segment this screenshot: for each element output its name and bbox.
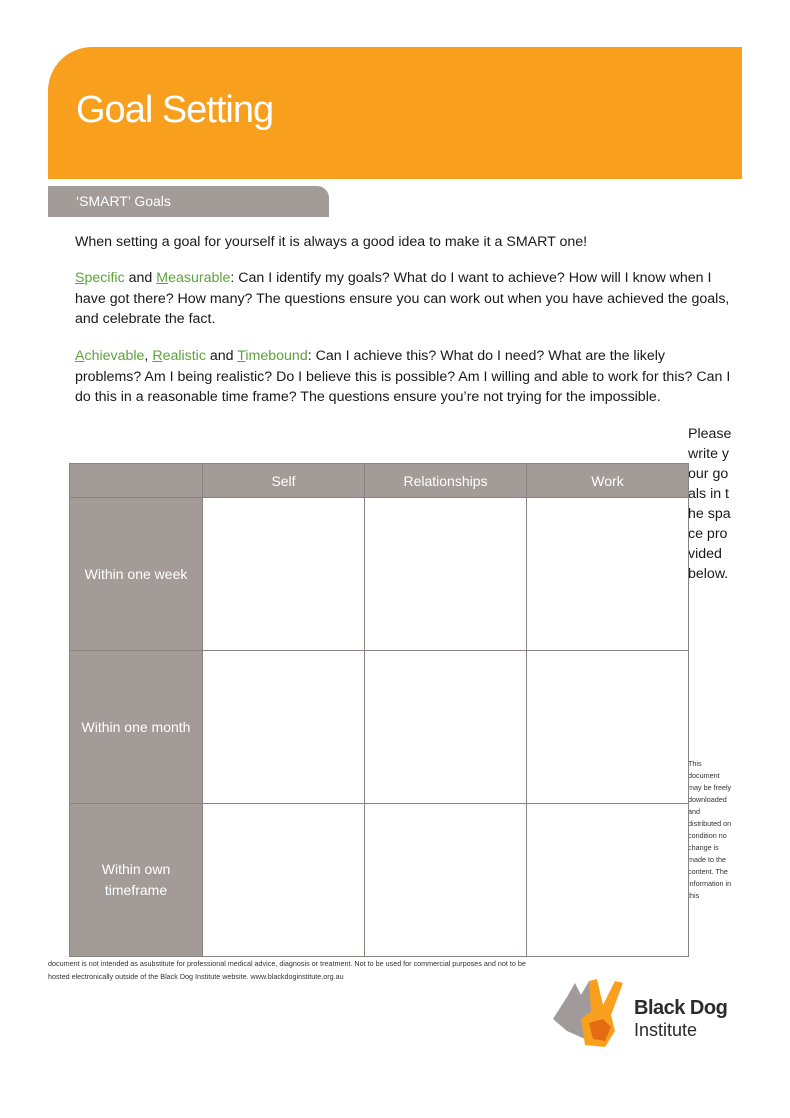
goal-cell-week-relationships[interactable] <box>365 498 527 651</box>
goal-cell-own-self[interactable] <box>203 804 365 957</box>
row-header-week: Within one week <box>70 498 203 651</box>
side-instruction: Please write your goals in the space provided below. <box>688 426 732 582</box>
section-heading-tab <box>48 186 329 217</box>
goal-cell-month-self[interactable] <box>203 651 365 804</box>
logo-name-line2: Institute <box>634 1020 698 1040</box>
row-header-month: Within one month <box>70 651 203 804</box>
goal-cell-month-work[interactable] <box>527 651 689 804</box>
intro-paragraph: When setting a goal for yourself it is always a good idea to make it a SMART one! <box>75 234 588 250</box>
logo-name-line1: Black Dog <box>634 997 728 1019</box>
table-row <box>70 651 689 804</box>
term-realistic: Realistic <box>152 348 206 364</box>
column-header-relationships: Relationships <box>365 464 527 498</box>
side-copyright-note: This document may be freely downloaded and distributed on condition no change is made to the content. The information in this <box>688 759 732 900</box>
section-heading: ‘SMART’ Goals <box>76 193 171 209</box>
goal-cell-month-relationships[interactable] <box>365 651 527 804</box>
table-row <box>70 804 689 957</box>
term-measurable: Measurable <box>156 270 231 286</box>
term-achievable: Achievable <box>75 348 145 364</box>
row-header-own-timeframe: Within own timeframe <box>70 804 203 957</box>
goal-cell-own-work[interactable] <box>527 804 689 957</box>
table-row <box>70 498 689 651</box>
disclaimer-text: document is not intended as asubstitute for professional medical advice, diagnosis or treatment. Not to be used for commercial purposes and not to be hosted electronically outside of the Black Dog Institute website. www.blackdoginstitute.org.au <box>48 959 526 981</box>
specific-measurable-paragraph: Specific and Measurable: Can I identify my goals? What do I want to achieve? How will I know when I have got there? How many? The questions ensure you can work out when you have achieved the goals, and celebrate the fact. <box>75 270 730 327</box>
term-specific: Specific <box>75 270 125 286</box>
column-header-work: Work <box>527 464 689 498</box>
goal-cell-own-relationships[interactable] <box>365 804 527 957</box>
goal-cell-week-work[interactable] <box>527 498 689 651</box>
column-header-blank <box>70 464 203 498</box>
page-title: Goal Setting <box>76 89 274 131</box>
header-banner <box>48 47 742 179</box>
achievable-realistic-timebound-paragraph: Achievable, Realistic and Timebound: Can I achieve this? What do I need? What are the likely problems? Am I being realistic? Do I believe this is possible? Am I willing and able to work for this? Can I do this in a reasonable time frame? The questions ensure you’re not trying for the impossible. <box>75 348 731 405</box>
table-header-row <box>70 464 689 498</box>
term-timebound: Timebound <box>237 348 308 364</box>
column-header-self: Self <box>203 464 365 498</box>
goal-cell-week-self[interactable] <box>203 498 365 651</box>
goals-table <box>69 463 689 957</box>
